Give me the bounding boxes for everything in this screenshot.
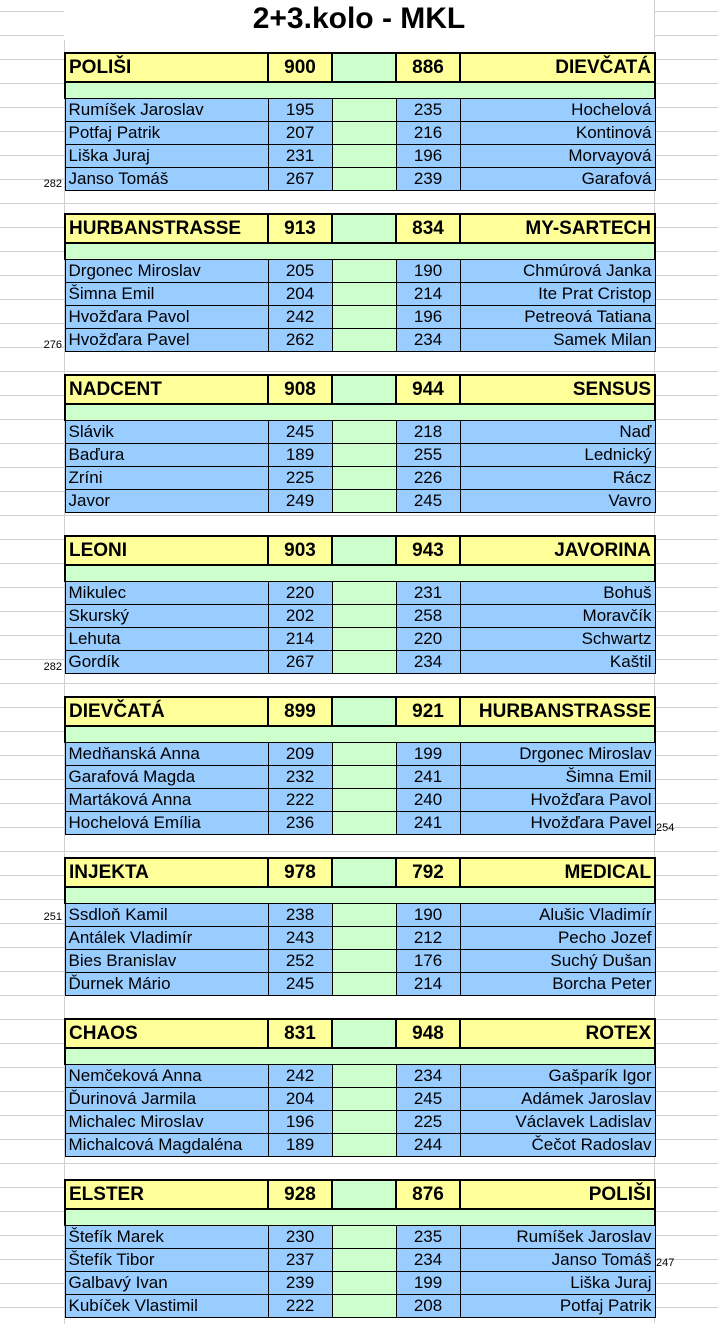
away-player-name: Čečot Radoslav bbox=[460, 1134, 655, 1157]
home-player-score: 243 bbox=[268, 927, 332, 950]
away-team-total: 944 bbox=[396, 375, 460, 404]
match-block bbox=[0, 857, 718, 1002]
away-player-score: 241 bbox=[396, 812, 460, 835]
match-header-row bbox=[65, 858, 655, 887]
player-row bbox=[65, 283, 655, 306]
away-player-score: 196 bbox=[396, 145, 460, 168]
home-player-name: Hochelová Emília bbox=[65, 812, 268, 835]
spacer-cell bbox=[65, 82, 655, 99]
away-player-score: 234 bbox=[396, 651, 460, 674]
home-player-score: 238 bbox=[268, 904, 332, 927]
player-row bbox=[65, 973, 655, 996]
away-player-score: 226 bbox=[396, 467, 460, 490]
divider-cell bbox=[332, 697, 396, 726]
away-team-name: HURBANSTRASSE bbox=[460, 697, 655, 726]
spacer-row bbox=[65, 243, 655, 260]
away-player-name: Borcha Peter bbox=[460, 973, 655, 996]
match-block bbox=[0, 1179, 718, 1324]
away-team-name: JAVORINA bbox=[460, 536, 655, 565]
match-header-row bbox=[65, 53, 655, 82]
divider-cell bbox=[332, 214, 396, 243]
home-player-score: 249 bbox=[268, 490, 332, 513]
home-player-score: 239 bbox=[268, 1272, 332, 1295]
spacer-cell bbox=[65, 243, 655, 260]
divider-cell bbox=[332, 973, 396, 996]
divider-cell bbox=[332, 628, 396, 651]
home-team-name: INJEKTA bbox=[65, 858, 268, 887]
home-player-score: 196 bbox=[268, 1111, 332, 1134]
home-player-name: Michalcová Magdaléna bbox=[65, 1134, 268, 1157]
home-player-name: Štefík Tibor bbox=[65, 1249, 268, 1272]
home-team-name: NADCENT bbox=[65, 375, 268, 404]
player-row bbox=[65, 1065, 655, 1088]
home-team-total: 928 bbox=[268, 1180, 332, 1209]
spacer-row bbox=[65, 887, 655, 904]
divider-cell bbox=[332, 789, 396, 812]
away-player-score: 218 bbox=[396, 421, 460, 444]
away-player-name: Kontinová bbox=[460, 122, 655, 145]
away-player-name: Bohuš bbox=[460, 582, 655, 605]
away-player-score: 234 bbox=[396, 329, 460, 352]
away-player-name: Morvayová bbox=[460, 145, 655, 168]
home-player-name: Liška Juraj bbox=[65, 145, 268, 168]
player-row bbox=[65, 1134, 655, 1157]
home-player-name: Drgonec Miroslav bbox=[65, 260, 268, 283]
side-note: 282 bbox=[43, 661, 62, 673]
home-player-score: 252 bbox=[268, 950, 332, 973]
spacer-cell bbox=[65, 1209, 655, 1226]
home-team-name: ELSTER bbox=[65, 1180, 268, 1209]
home-player-score: 204 bbox=[268, 1088, 332, 1111]
spacer-row bbox=[65, 1209, 655, 1226]
player-row bbox=[65, 421, 655, 444]
match-block bbox=[0, 696, 718, 841]
divider-cell bbox=[332, 1111, 396, 1134]
match-header-row bbox=[65, 375, 655, 404]
away-team-total: 948 bbox=[396, 1019, 460, 1048]
player-row bbox=[65, 582, 655, 605]
spacer-row bbox=[65, 404, 655, 421]
home-player-name: Skurský bbox=[65, 605, 268, 628]
spacer-cell bbox=[65, 887, 655, 904]
match-table bbox=[64, 1018, 656, 1157]
away-player-score: 212 bbox=[396, 927, 460, 950]
divider-cell bbox=[332, 168, 396, 191]
away-team-name: DIEVČATÁ bbox=[460, 53, 655, 82]
away-player-score: 225 bbox=[396, 1111, 460, 1134]
home-player-score: 202 bbox=[268, 605, 332, 628]
away-player-score: 241 bbox=[396, 766, 460, 789]
home-player-score: 209 bbox=[268, 743, 332, 766]
home-team-name: POLIŠI bbox=[65, 53, 268, 82]
spacer-row bbox=[65, 565, 655, 582]
match-table bbox=[64, 535, 656, 674]
side-note: 254 bbox=[656, 822, 675, 834]
away-player-name: Alušic Vladimír bbox=[460, 904, 655, 927]
divider-cell bbox=[332, 582, 396, 605]
away-player-score: 190 bbox=[396, 904, 460, 927]
player-row bbox=[65, 812, 655, 835]
away-player-name: Moravčík bbox=[460, 605, 655, 628]
away-player-name: Hvožďara Pavol bbox=[460, 789, 655, 812]
home-player-name: Nemčeková Anna bbox=[65, 1065, 268, 1088]
match-block bbox=[0, 1018, 718, 1163]
match-header-row bbox=[65, 214, 655, 243]
away-team-total: 876 bbox=[396, 1180, 460, 1209]
home-player-name: Bies Branislav bbox=[65, 950, 268, 973]
sheet-title: 2+3.kolo - MKL bbox=[64, 0, 654, 40]
match-header-row bbox=[65, 536, 655, 565]
player-row bbox=[65, 1111, 655, 1134]
home-player-score: 245 bbox=[268, 421, 332, 444]
home-player-score: 189 bbox=[268, 1134, 332, 1157]
away-player-score: 245 bbox=[396, 1088, 460, 1111]
away-player-name: Suchý Dušan bbox=[460, 950, 655, 973]
player-row bbox=[65, 789, 655, 812]
away-player-score: 239 bbox=[396, 168, 460, 191]
home-player-score: 231 bbox=[268, 145, 332, 168]
away-player-name: Liška Juraj bbox=[460, 1272, 655, 1295]
home-team-total: 831 bbox=[268, 1019, 332, 1048]
divider-cell bbox=[332, 375, 396, 404]
away-player-score: 220 bbox=[396, 628, 460, 651]
home-player-name: Baďura bbox=[65, 444, 268, 467]
divider-cell bbox=[332, 605, 396, 628]
divider-cell bbox=[332, 812, 396, 835]
player-row bbox=[65, 329, 655, 352]
divider-cell bbox=[332, 1272, 396, 1295]
divider-cell bbox=[332, 444, 396, 467]
home-player-name: Ssdloň Kamil bbox=[65, 904, 268, 927]
home-player-name: Garafová Magda bbox=[65, 766, 268, 789]
match-table bbox=[64, 1179, 656, 1318]
away-team-name: SENSUS bbox=[460, 375, 655, 404]
away-player-name: Rumíšek Jaroslav bbox=[460, 1226, 655, 1249]
away-player-name: Šimna Emil bbox=[460, 766, 655, 789]
divider-cell bbox=[332, 99, 396, 122]
away-player-name: Drgonec Miroslav bbox=[460, 743, 655, 766]
home-player-name: Kubíček Vlastimil bbox=[65, 1295, 268, 1318]
away-player-score: 199 bbox=[396, 743, 460, 766]
divider-cell bbox=[332, 1088, 396, 1111]
divider-cell bbox=[332, 283, 396, 306]
away-player-name: Václavek Ladislav bbox=[460, 1111, 655, 1134]
player-row bbox=[65, 444, 655, 467]
away-player-score: 258 bbox=[396, 605, 460, 628]
player-row bbox=[65, 260, 655, 283]
divider-cell bbox=[332, 1065, 396, 1088]
home-player-name: Potfaj Patrik bbox=[65, 122, 268, 145]
match-block bbox=[0, 535, 718, 680]
home-player-name: Štefík Marek bbox=[65, 1226, 268, 1249]
home-player-name: Ďurinová Jarmila bbox=[65, 1088, 268, 1111]
home-player-score: 267 bbox=[268, 168, 332, 191]
away-team-total: 886 bbox=[396, 53, 460, 82]
home-player-score: 245 bbox=[268, 973, 332, 996]
away-player-name: Potfaj Patrik bbox=[460, 1295, 655, 1318]
divider-cell bbox=[332, 950, 396, 973]
player-row bbox=[65, 743, 655, 766]
away-player-score: 255 bbox=[396, 444, 460, 467]
home-team-total: 913 bbox=[268, 214, 332, 243]
home-player-name: Rumíšek Jaroslav bbox=[65, 99, 268, 122]
side-note: 276 bbox=[43, 339, 62, 351]
home-player-name: Slávik bbox=[65, 421, 268, 444]
home-player-name: Medňanská Anna bbox=[65, 743, 268, 766]
away-team-name: MY-SARTECH bbox=[460, 214, 655, 243]
match-table bbox=[64, 696, 656, 835]
home-team-total: 899 bbox=[268, 697, 332, 726]
player-row bbox=[65, 1249, 655, 1272]
spacer-cell bbox=[65, 1048, 655, 1065]
away-player-name: Schwartz bbox=[460, 628, 655, 651]
divider-cell bbox=[332, 1226, 396, 1249]
away-player-score: 240 bbox=[396, 789, 460, 812]
divider-cell bbox=[332, 490, 396, 513]
home-team-total: 903 bbox=[268, 536, 332, 565]
home-player-name: Janso Tomáš bbox=[65, 168, 268, 191]
spacer-row bbox=[65, 1048, 655, 1065]
home-player-score: 232 bbox=[268, 766, 332, 789]
divider-cell bbox=[332, 766, 396, 789]
away-team-name: POLIŠI bbox=[460, 1180, 655, 1209]
away-player-name: Adámek Jaroslav bbox=[460, 1088, 655, 1111]
home-player-name: Ďurnek Mário bbox=[65, 973, 268, 996]
player-row bbox=[65, 904, 655, 927]
home-player-score: 262 bbox=[268, 329, 332, 352]
spacer-cell bbox=[65, 726, 655, 743]
home-player-score: 220 bbox=[268, 582, 332, 605]
match-header-row bbox=[65, 1180, 655, 1209]
away-player-score: 214 bbox=[396, 973, 460, 996]
divider-cell bbox=[332, 53, 396, 82]
divider-cell bbox=[332, 306, 396, 329]
away-player-name: Hochelová bbox=[460, 99, 655, 122]
home-player-name: Antálek Vladimír bbox=[65, 927, 268, 950]
away-player-score: 231 bbox=[396, 582, 460, 605]
divider-cell bbox=[332, 122, 396, 145]
away-player-name: Vavro bbox=[460, 490, 655, 513]
away-player-name: Janso Tomáš bbox=[460, 1249, 655, 1272]
home-team-name: HURBANSTRASSE bbox=[65, 214, 268, 243]
away-player-name: Pecho Jozef bbox=[460, 927, 655, 950]
spacer-cell bbox=[65, 565, 655, 582]
home-player-score: 214 bbox=[268, 628, 332, 651]
away-player-score: 235 bbox=[396, 99, 460, 122]
home-player-score: 195 bbox=[268, 99, 332, 122]
home-player-name: Hvožďara Pavol bbox=[65, 306, 268, 329]
player-row bbox=[65, 605, 655, 628]
player-row bbox=[65, 99, 655, 122]
away-team-name: MEDICAL bbox=[460, 858, 655, 887]
match-table bbox=[64, 374, 656, 513]
match-block bbox=[0, 213, 718, 358]
divider-cell bbox=[332, 1295, 396, 1318]
match-table bbox=[64, 857, 656, 996]
home-player-score: 267 bbox=[268, 651, 332, 674]
home-player-name: Javor bbox=[65, 490, 268, 513]
away-player-score: 234 bbox=[396, 1249, 460, 1272]
home-player-name: Michalec Miroslav bbox=[65, 1111, 268, 1134]
home-player-score: 189 bbox=[268, 444, 332, 467]
home-player-name: Gordík bbox=[65, 651, 268, 674]
divider-cell bbox=[332, 145, 396, 168]
away-player-name: Samek Milan bbox=[460, 329, 655, 352]
home-team-name: CHAOS bbox=[65, 1019, 268, 1048]
divider-cell bbox=[332, 743, 396, 766]
home-player-name: Hvožďara Pavel bbox=[65, 329, 268, 352]
away-team-total: 834 bbox=[396, 214, 460, 243]
away-player-score: 176 bbox=[396, 950, 460, 973]
player-row bbox=[65, 168, 655, 191]
divider-cell bbox=[332, 927, 396, 950]
away-player-name: Naď bbox=[460, 421, 655, 444]
home-player-score: 242 bbox=[268, 306, 332, 329]
away-player-name: Petreová Tatiana bbox=[460, 306, 655, 329]
home-player-score: 237 bbox=[268, 1249, 332, 1272]
divider-cell bbox=[332, 421, 396, 444]
home-player-name: Zríni bbox=[65, 467, 268, 490]
home-player-name: Galbavý Ivan bbox=[65, 1272, 268, 1295]
away-team-name: ROTEX bbox=[460, 1019, 655, 1048]
side-note: 247 bbox=[656, 1257, 675, 1269]
divider-cell bbox=[332, 858, 396, 887]
home-player-name: Lehuta bbox=[65, 628, 268, 651]
divider-cell bbox=[332, 467, 396, 490]
home-player-score: 222 bbox=[268, 1295, 332, 1318]
away-player-score: 196 bbox=[396, 306, 460, 329]
divider-cell bbox=[332, 1019, 396, 1048]
divider-cell bbox=[332, 329, 396, 352]
away-player-name: Ite Prat Cristop bbox=[460, 283, 655, 306]
match-block bbox=[0, 374, 718, 519]
side-note: 282 bbox=[43, 178, 62, 190]
player-row bbox=[65, 927, 655, 950]
side-note: 251 bbox=[43, 911, 62, 923]
player-row bbox=[65, 628, 655, 651]
divider-cell bbox=[332, 904, 396, 927]
spacer-row bbox=[65, 82, 655, 99]
divider-cell bbox=[332, 1249, 396, 1272]
divider-cell bbox=[332, 536, 396, 565]
away-player-score: 245 bbox=[396, 490, 460, 513]
home-player-score: 204 bbox=[268, 283, 332, 306]
player-row bbox=[65, 145, 655, 168]
away-player-score: 234 bbox=[396, 1065, 460, 1088]
player-row bbox=[65, 1088, 655, 1111]
home-player-score: 205 bbox=[268, 260, 332, 283]
away-player-name: Kaštil bbox=[460, 651, 655, 674]
player-row bbox=[65, 1295, 655, 1318]
home-player-score: 242 bbox=[268, 1065, 332, 1088]
away-player-name: Garafová bbox=[460, 168, 655, 191]
player-row bbox=[65, 490, 655, 513]
divider-cell bbox=[332, 651, 396, 674]
home-player-name: Mikulec bbox=[65, 582, 268, 605]
home-team-name: DIEVČATÁ bbox=[65, 697, 268, 726]
player-row bbox=[65, 467, 655, 490]
match-header-row bbox=[65, 697, 655, 726]
home-team-total: 978 bbox=[268, 858, 332, 887]
home-player-name: Šimna Emil bbox=[65, 283, 268, 306]
home-player-score: 207 bbox=[268, 122, 332, 145]
away-player-name: Chmúrová Janka bbox=[460, 260, 655, 283]
away-player-name: Hvožďara Pavel bbox=[460, 812, 655, 835]
home-player-score: 236 bbox=[268, 812, 332, 835]
player-row bbox=[65, 1226, 655, 1249]
player-row bbox=[65, 651, 655, 674]
divider-cell bbox=[332, 1180, 396, 1209]
away-player-score: 199 bbox=[396, 1272, 460, 1295]
match-table bbox=[64, 213, 656, 352]
away-player-name: Gašparík Igor bbox=[460, 1065, 655, 1088]
home-team-name: LEONI bbox=[65, 536, 268, 565]
divider-cell bbox=[332, 1134, 396, 1157]
away-team-total: 792 bbox=[396, 858, 460, 887]
spacer-row bbox=[65, 726, 655, 743]
match-header-row bbox=[65, 1019, 655, 1048]
away-player-name: Rácz bbox=[460, 467, 655, 490]
player-row bbox=[65, 950, 655, 973]
home-player-score: 230 bbox=[268, 1226, 332, 1249]
home-team-total: 900 bbox=[268, 53, 332, 82]
home-player-score: 222 bbox=[268, 789, 332, 812]
player-row bbox=[65, 766, 655, 789]
away-player-name: Lednický bbox=[460, 444, 655, 467]
home-team-total: 908 bbox=[268, 375, 332, 404]
player-row bbox=[65, 1272, 655, 1295]
divider-cell bbox=[332, 260, 396, 283]
away-team-total: 943 bbox=[396, 536, 460, 565]
away-player-score: 216 bbox=[396, 122, 460, 145]
match-table bbox=[64, 52, 656, 191]
home-player-name: Martáková Anna bbox=[65, 789, 268, 812]
player-row bbox=[65, 122, 655, 145]
away-player-score: 244 bbox=[396, 1134, 460, 1157]
spacer-cell bbox=[65, 404, 655, 421]
match-block bbox=[0, 52, 718, 197]
player-row bbox=[65, 306, 655, 329]
home-player-score: 225 bbox=[268, 467, 332, 490]
away-player-score: 235 bbox=[396, 1226, 460, 1249]
away-team-total: 921 bbox=[396, 697, 460, 726]
away-player-score: 208 bbox=[396, 1295, 460, 1318]
away-player-score: 190 bbox=[396, 260, 460, 283]
away-player-score: 214 bbox=[396, 283, 460, 306]
